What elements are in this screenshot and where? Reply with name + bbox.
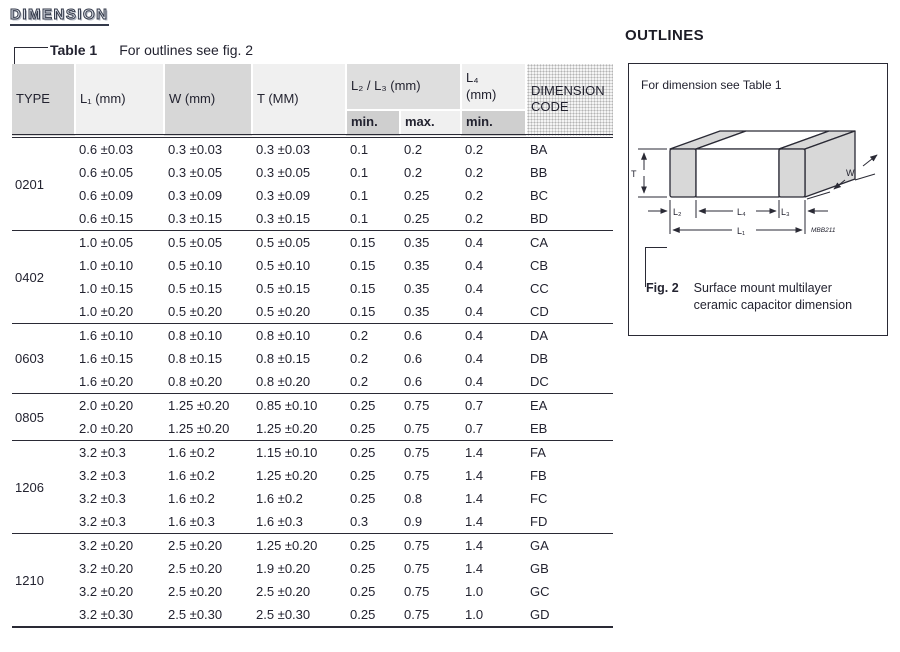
l1-value: 3.2 ±0.3: [79, 468, 126, 483]
t-value: 0.85 ±0.10: [256, 398, 318, 413]
dimension-code: BD: [526, 207, 613, 231]
header-l1: L₁ (mm): [75, 64, 164, 136]
header-l2l3-max: max.: [400, 110, 461, 136]
capacitor-drawing: [630, 130, 886, 244]
dimension-code: BA: [530, 142, 548, 157]
l1-value: 0.6 ±0.05: [79, 165, 134, 180]
table-header: [12, 64, 613, 136]
table-row: [12, 510, 613, 534]
figure-number: Fig. 2: [646, 281, 679, 295]
w-value: 2.5 ±0.30: [164, 603, 252, 627]
w-value: 1.25 ±0.20: [164, 417, 252, 441]
l2l3-max-value: 0.75: [400, 603, 461, 627]
t-value: 0.5 ±0.20: [252, 300, 346, 324]
w-value: 0.5 ±0.05: [168, 235, 223, 250]
table-row: [12, 277, 613, 300]
dimension-code: CB: [530, 258, 549, 273]
dim-label-l4: L₄: [737, 207, 746, 217]
table-row: [12, 184, 613, 207]
t-value: 0.5 ±0.15: [256, 281, 311, 296]
l2l3-max-value: 0.75: [404, 538, 430, 553]
w-value: 0.8 ±0.15: [168, 351, 223, 366]
header-t: T (MM): [252, 64, 346, 136]
dimension-code: DB: [530, 351, 549, 366]
t-value: 0.3 ±0.03: [256, 142, 311, 157]
l2l3-max-value: 0.75: [404, 584, 430, 599]
l1-value: 1.6 ±0.15: [79, 351, 134, 366]
table-row: [12, 370, 613, 394]
dim-label-l2: L₂: [673, 207, 682, 217]
dimension-table-wrap: [12, 64, 613, 628]
header-l2l3: L₂ / L₃ (mm): [346, 64, 461, 110]
l2l3-max-value: 0.35: [404, 235, 430, 250]
l4-min-value: 1.4: [465, 561, 484, 576]
l1-value: 3.2 ±0.20: [79, 538, 134, 553]
l1-value: 3.2 ±0.20: [79, 561, 134, 576]
header-l4-min: min.: [461, 110, 526, 136]
l2l3-max-value: 0.2: [404, 142, 423, 157]
l2l3-max-value: 0.35: [404, 281, 430, 296]
table-row: [12, 254, 613, 277]
dimension-code: GC: [530, 584, 550, 599]
dimension-code: GD: [526, 603, 613, 627]
l1-value: 1.0 ±0.20: [75, 300, 164, 324]
l2l3-min-value: 0.1: [350, 188, 369, 203]
l1-value: 0.6 ±0.15: [75, 207, 164, 231]
w-value: 1.25 ±0.20: [168, 398, 230, 413]
t-value: 0.3 ±0.09: [256, 188, 311, 203]
l2l3-min-value: 0.25: [350, 468, 376, 483]
page-title: DIMENSION: [10, 6, 109, 26]
header-dimension-code: DIMENSION CODE: [526, 64, 613, 136]
dimension-code: FA: [530, 445, 546, 460]
body-front: [696, 149, 779, 197]
type-cell: 0805: [12, 394, 75, 441]
l4-min-value: 1.0: [465, 584, 484, 599]
l2l3-min-value: 0.2: [350, 351, 369, 366]
l1-value: 0.6 ±0.09: [79, 188, 134, 203]
l2l3-max-value: 0.35: [404, 258, 430, 273]
l2l3-max-value: 0.75: [404, 561, 430, 576]
l2l3-min-value: 0.3: [346, 510, 400, 534]
header-l2l3-min: min.: [346, 110, 400, 136]
w-value: 0.3 ±0.15: [164, 207, 252, 231]
l2l3-max-value: 0.8: [404, 491, 423, 506]
l2l3-max-value: 0.2: [404, 165, 423, 180]
table-row: [12, 487, 613, 510]
type-group-0402: [12, 231, 613, 324]
l4-min-value: 0.4: [465, 235, 484, 250]
l4-min-value: 0.4: [465, 328, 484, 343]
l2l3-max-value: 0.35: [400, 300, 461, 324]
l2l3-min-value: 0.25: [350, 398, 376, 413]
l4-min-value: 1.4: [465, 491, 484, 506]
l1-value: 0.6 ±0.03: [79, 142, 134, 157]
t-value: 0.8 ±0.15: [256, 351, 311, 366]
type-cell: 1206: [12, 441, 75, 534]
dimension-code: DC: [526, 370, 613, 394]
l2l3-max-value: 0.25: [400, 207, 461, 231]
l2l3-min-value: 0.25: [350, 561, 376, 576]
table-row: [12, 324, 613, 348]
l2l3-max-value: 0.9: [400, 510, 461, 534]
t-value: 0.8 ±0.20: [252, 370, 346, 394]
w-value: 1.6 ±0.2: [168, 491, 215, 506]
type-cell: 1210: [12, 534, 75, 628]
dimension-code: BC: [530, 188, 549, 203]
header-l4: [461, 64, 526, 110]
t-value: 1.15 ±0.10: [256, 445, 318, 460]
type-cell: 0201: [12, 136, 75, 231]
header-l4-line2: (mm): [466, 86, 497, 102]
l1-value: 3.2 ±0.20: [79, 584, 134, 599]
l2l3-min-value: 0.15: [350, 235, 376, 250]
dim-label-w: W: [846, 168, 855, 178]
dim-label-l3: L₃: [781, 207, 790, 217]
table-row: [12, 394, 613, 418]
type-group-0201: [12, 136, 613, 231]
w-value: 2.5 ±0.20: [168, 561, 223, 576]
l2l3-min-value: 0.2: [346, 370, 400, 394]
w-value: 1.6 ±0.3: [164, 510, 252, 534]
l2l3-min-value: 0.2: [350, 328, 369, 343]
w-value: 2.5 ±0.20: [168, 584, 223, 599]
header-w: W (mm): [164, 64, 252, 136]
outlines-box: [628, 63, 888, 336]
w-value: 1.6 ±0.2: [168, 445, 215, 460]
l4-min-value: 0.2: [465, 188, 484, 203]
l4-min-value: 0.4: [461, 300, 526, 324]
t-value: 1.9 ±0.20: [256, 561, 311, 576]
table-row: [12, 557, 613, 580]
table-row: [12, 464, 613, 487]
l1-value: 1.0 ±0.10: [79, 258, 134, 273]
l2l3-min-value: 0.25: [350, 491, 376, 506]
table-row: [12, 417, 613, 441]
t-value: 0.8 ±0.10: [256, 328, 311, 343]
l2l3-min-value: 0.1: [350, 142, 369, 157]
l2l3-min-value: 0.25: [350, 445, 376, 460]
w-value: 0.3 ±0.03: [168, 142, 223, 157]
table-row: [12, 347, 613, 370]
dimension-code: DA: [530, 328, 549, 343]
l4-min-value: 0.7: [465, 398, 484, 413]
l2l3-max-value: 0.75: [404, 468, 430, 483]
t-value: 0.3 ±0.05: [256, 165, 311, 180]
figure-caption-text: [694, 280, 852, 314]
w-value: 0.5 ±0.20: [164, 300, 252, 324]
dimension-code: EA: [530, 398, 548, 413]
l1-value: 1.6 ±0.20: [75, 370, 164, 394]
t-value: 2.5 ±0.30: [252, 603, 346, 627]
l4-min-value: 1.4: [465, 538, 484, 553]
figure-caption-line1: Surface mount multilayer: [693, 281, 832, 295]
table-row: [12, 161, 613, 184]
w-value: 0.3 ±0.05: [168, 165, 223, 180]
l2l3-min-value: 0.15: [346, 300, 400, 324]
dimension-table: [12, 64, 613, 628]
figure-caption: [646, 280, 852, 314]
t-value: 2.5 ±0.20: [256, 584, 311, 599]
t-value: 1.6 ±0.3: [252, 510, 346, 534]
table-row: [12, 580, 613, 603]
l4-min-value: 0.7: [461, 417, 526, 441]
w-value: 1.6 ±0.2: [168, 468, 215, 483]
table-row: [12, 534, 613, 558]
l4-min-value: 1.4: [461, 510, 526, 534]
l1-value: 2.0 ±0.20: [79, 398, 134, 413]
l4-min-value: 0.4: [465, 351, 484, 366]
table-row: [12, 441, 613, 465]
w-value: 2.5 ±0.20: [168, 538, 223, 553]
type-group-1210: [12, 534, 613, 628]
table-row: [12, 603, 613, 627]
l4-min-value: 1.4: [465, 468, 484, 483]
l2l3-min-value: 0.15: [350, 258, 376, 273]
type-group-1206: [12, 441, 613, 534]
dimension-code: GA: [530, 538, 549, 553]
dim-label-t: T: [631, 169, 637, 179]
l4-min-value: 0.4: [461, 370, 526, 394]
t-value: 1.25 ±0.20: [256, 468, 318, 483]
t-value: 0.5 ±0.05: [256, 235, 311, 250]
l4-min-value: 0.4: [465, 281, 484, 296]
dimension-code: CD: [526, 300, 613, 324]
type-group-0603: [12, 324, 613, 394]
type-group-0805: [12, 394, 613, 441]
right-termination-front: [779, 149, 805, 197]
l1-value: 1.6 ±0.10: [79, 328, 134, 343]
drawing-id: MBB211: [811, 227, 836, 234]
left-termination-front: [670, 149, 696, 197]
l2l3-max-value: 0.25: [404, 188, 430, 203]
l1-value: 3.2 ±0.30: [75, 603, 164, 627]
t-value: 1.6 ±0.2: [256, 491, 303, 506]
l2l3-max-value: 0.6: [404, 328, 423, 343]
t-value: 1.25 ±0.20: [256, 538, 318, 553]
l1-value: 1.0 ±0.05: [79, 235, 134, 250]
t-value: 0.5 ±0.10: [256, 258, 311, 273]
dim-label-l1: L₁: [737, 226, 746, 236]
dimension-code: GB: [530, 561, 549, 576]
figure-note: For dimension see Table 1: [641, 78, 782, 92]
l4-min-value: 0.2: [465, 142, 484, 157]
table-note: For outlines see fig. 2: [119, 42, 254, 58]
dimension-code: FC: [530, 491, 548, 506]
l2l3-min-value: 0.1: [350, 165, 369, 180]
table-row: [12, 300, 613, 324]
l2l3-max-value: 0.75: [400, 417, 461, 441]
l1-value: 3.2 ±0.3: [75, 510, 164, 534]
table-number: Table 1: [50, 42, 98, 58]
dimension-code: BB: [530, 165, 548, 180]
dimension-code: FD: [526, 510, 613, 534]
table-label: [50, 42, 253, 58]
table-label-bracket: [14, 47, 48, 64]
l2l3-min-value: 0.25: [350, 584, 376, 599]
dimension-code: EB: [526, 417, 613, 441]
w-value: 0.3 ±0.09: [168, 188, 223, 203]
table-row: [12, 136, 613, 161]
l1-value: 3.2 ±0.3: [79, 445, 126, 460]
l4-min-value: 0.2: [465, 165, 484, 180]
w-value: 0.8 ±0.10: [168, 328, 223, 343]
header-type: TYPE: [12, 64, 75, 136]
l4-min-value: 0.4: [465, 258, 484, 273]
t-value: 1.25 ±0.20: [252, 417, 346, 441]
l1-value: 2.0 ±0.20: [75, 417, 164, 441]
w-value: 0.8 ±0.20: [164, 370, 252, 394]
l2l3-max-value: 0.6: [404, 351, 423, 366]
l2l3-max-value: 0.6: [400, 370, 461, 394]
outlines-heading: OUTLINES: [625, 27, 705, 44]
l4-min-value: 0.2: [461, 207, 526, 231]
dimension-code: CC: [530, 281, 549, 296]
dimension-code: FB: [530, 468, 547, 483]
l2l3-min-value: 0.1: [346, 207, 400, 231]
dimension-code: CA: [530, 235, 549, 250]
l2l3-min-value: 0.25: [346, 417, 400, 441]
table-row: [12, 207, 613, 231]
l4-min-value: 1.0: [461, 603, 526, 627]
t-value: 0.3 ±0.15: [252, 207, 346, 231]
figure-caption-line2: ceramic capacitor dimension: [693, 297, 853, 312]
table-row: [12, 231, 613, 255]
l1-value: 3.2 ±0.3: [79, 491, 126, 506]
w-value: 0.5 ±0.10: [168, 258, 223, 273]
l2l3-min-value: 0.25: [350, 538, 376, 553]
w-value: 0.5 ±0.15: [168, 281, 223, 296]
l2l3-min-value: 0.15: [350, 281, 376, 296]
capacitor-body: [670, 131, 855, 197]
type-cell: 0402: [12, 231, 75, 324]
type-cell: 0603: [12, 324, 75, 394]
l2l3-min-value: 0.25: [346, 603, 400, 627]
l2l3-max-value: 0.75: [404, 398, 430, 413]
l1-value: 1.0 ±0.15: [79, 281, 134, 296]
l2l3-max-value: 0.75: [404, 445, 430, 460]
header-l4-line1: L₄: [466, 70, 479, 86]
l4-min-value: 1.4: [465, 445, 484, 460]
